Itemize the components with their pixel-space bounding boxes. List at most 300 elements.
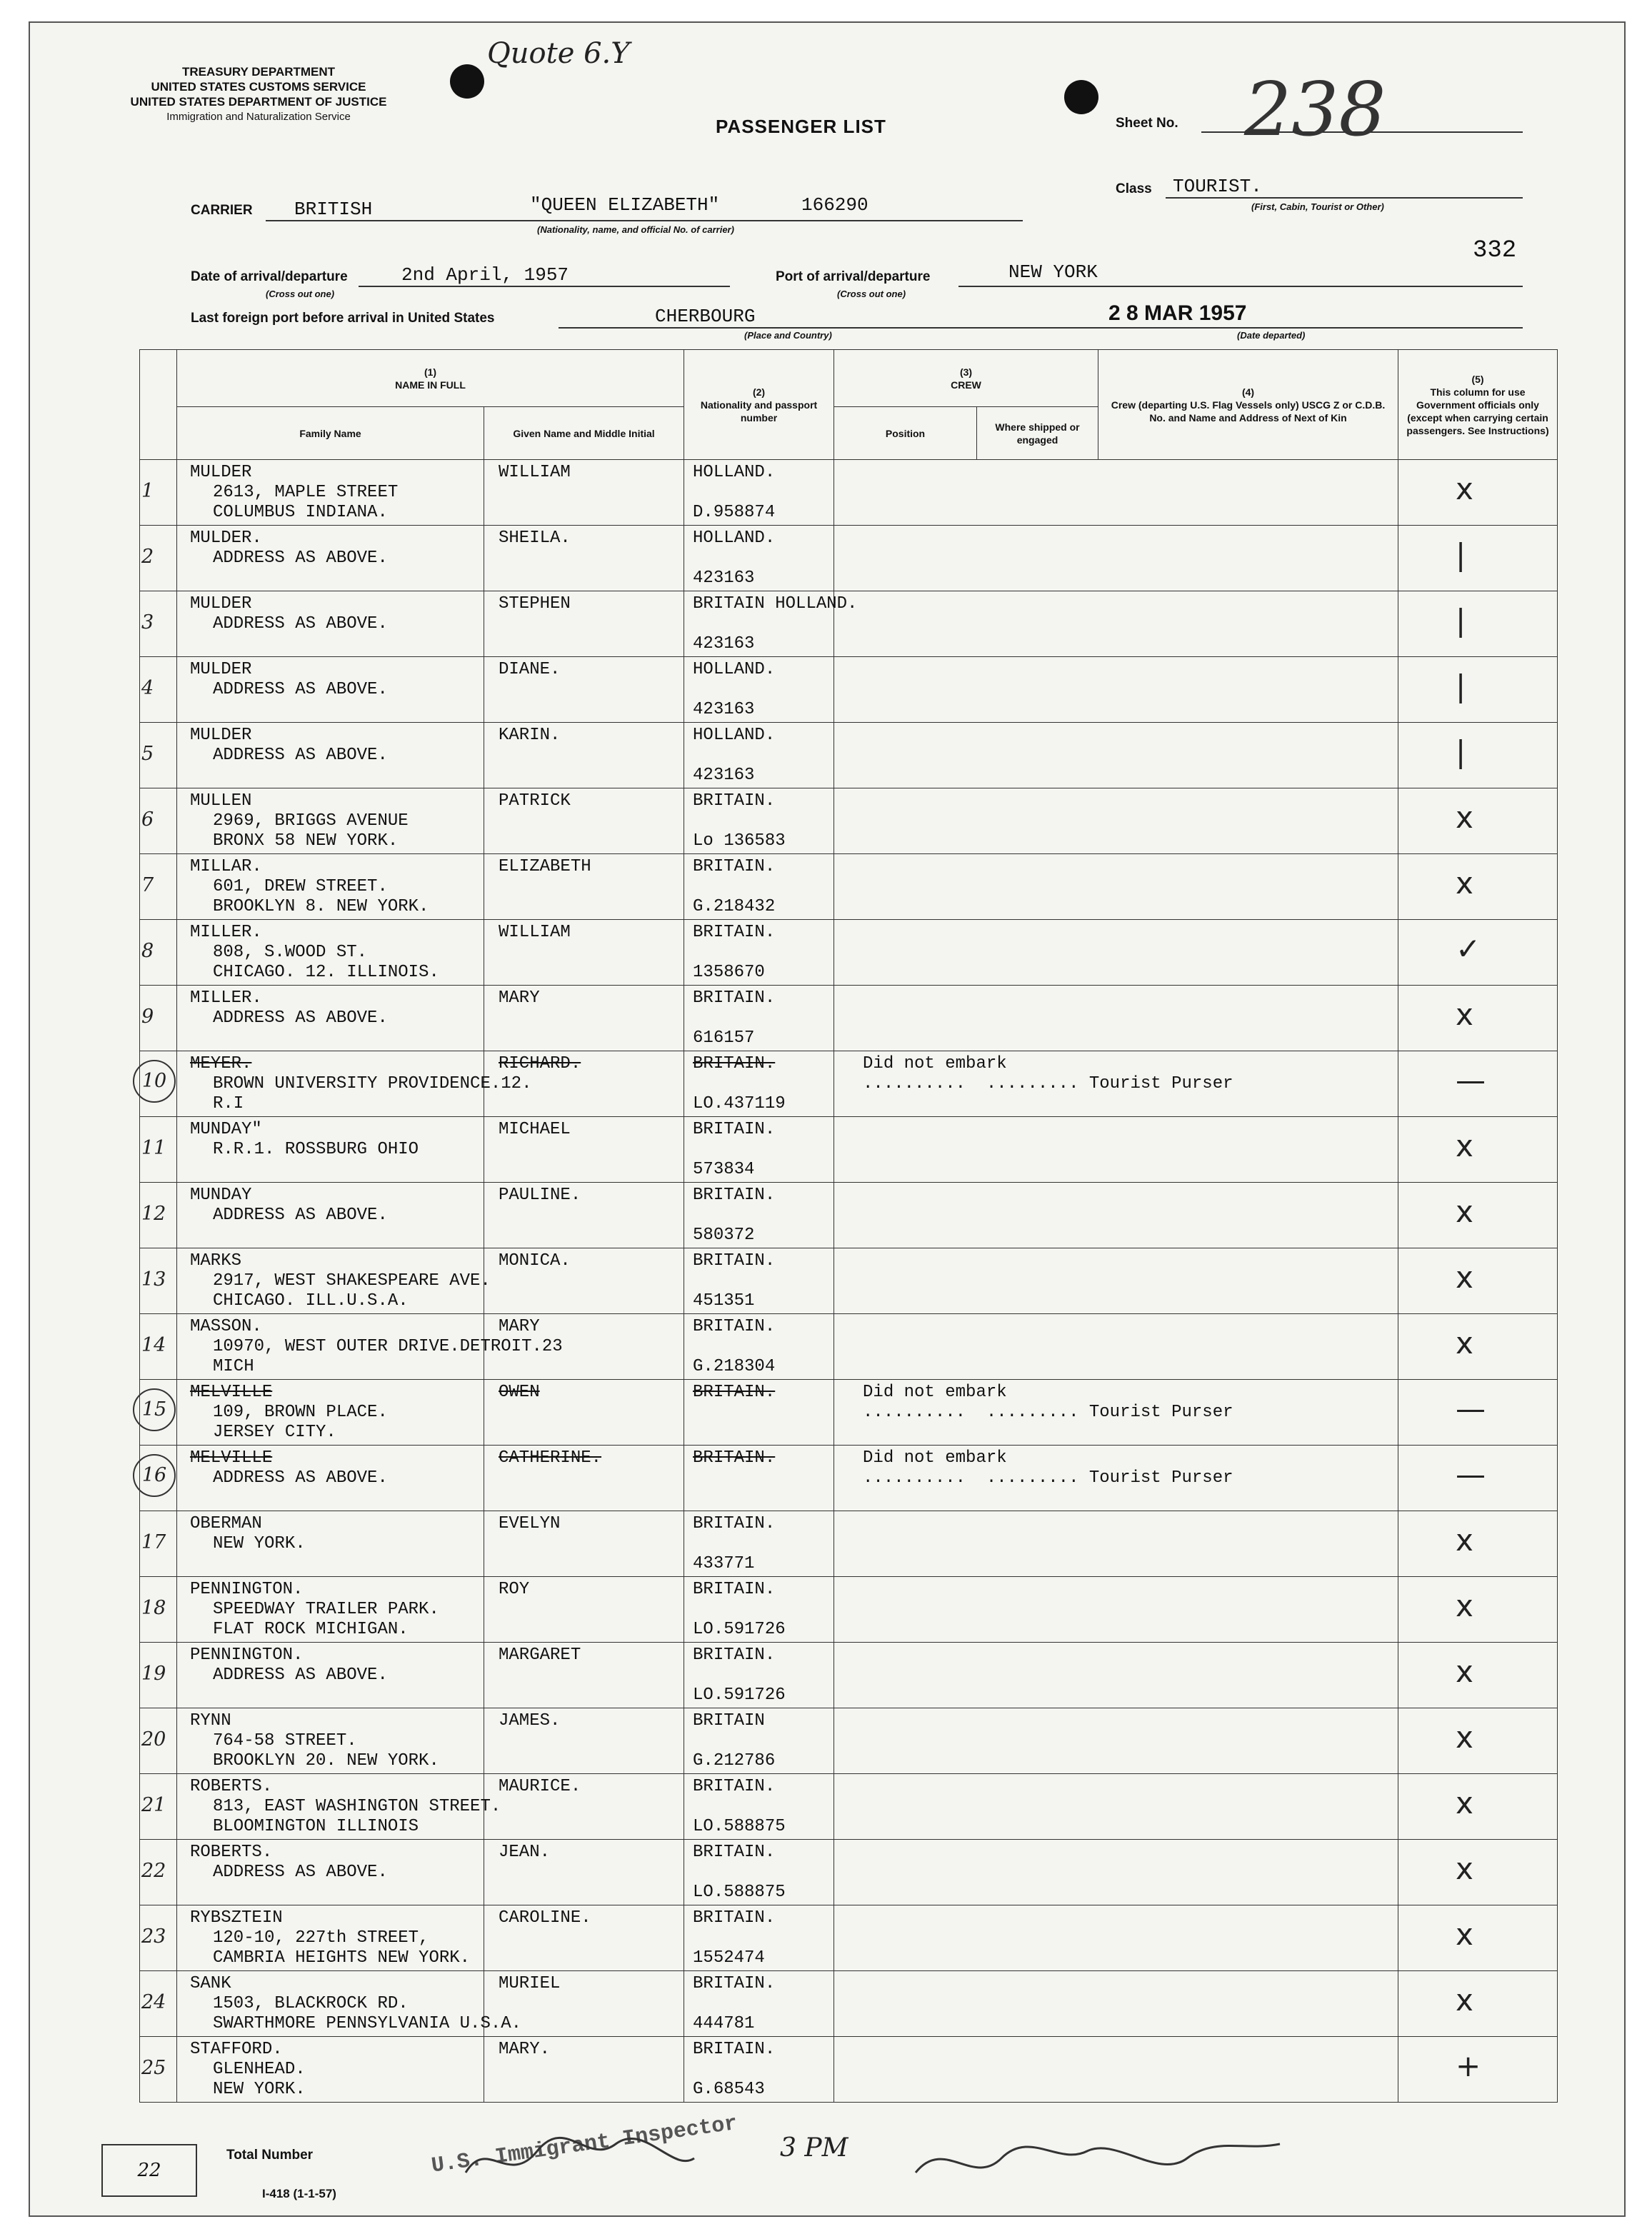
row-number: 14 (141, 1334, 166, 1356)
official-mark: ✓ (1456, 931, 1481, 966)
family-cell (177, 788, 484, 854)
row-number-cell (140, 657, 177, 723)
government-use-cell (1398, 1314, 1558, 1380)
government-use-cell (1398, 920, 1558, 986)
family-cell (177, 460, 484, 526)
crew-cell (834, 526, 1398, 591)
given-cell (484, 591, 684, 657)
row-number: 6 (141, 808, 154, 831)
family-cell (177, 657, 484, 723)
row-number: 20 (141, 1728, 166, 1750)
nationality: BRITAIN. (693, 1843, 776, 1862)
margin-number: 332 (1473, 237, 1517, 264)
date-underline (359, 286, 730, 287)
family-cell (177, 1248, 491, 1314)
family-cell (177, 920, 484, 986)
family-name: MELVILLE (190, 1383, 273, 1402)
passport-number: LO.437119 (693, 1094, 786, 1113)
family-cell (177, 1577, 484, 1643)
crew-cell (834, 1183, 1398, 1248)
given-name: MICHAEL (499, 1120, 571, 1139)
row-number: 8 (141, 940, 154, 962)
family-cell (177, 1774, 501, 1840)
nationality: BRITAIN HOLLAND. (693, 594, 858, 613)
official-mark: | (1456, 537, 1466, 572)
crew-cell (834, 1708, 1398, 1774)
last-port-underline (559, 327, 1523, 329)
table-row (140, 1117, 1558, 1183)
family-name: MULDER (190, 463, 252, 482)
nationality-cell (684, 1446, 834, 1511)
address: ADDRESS AS ABOVE. (213, 614, 388, 633)
punch-hole-left (450, 64, 484, 99)
nationality-cell (684, 1905, 834, 1971)
row-number-cell (140, 788, 177, 854)
passport-number: Lo 136583 (693, 831, 786, 851)
government-use-header: (5) This column for use Government officials only (except when carrying certain passengers. See Instructions) (1398, 350, 1558, 460)
address: NEW YORK. (213, 1534, 306, 1553)
nationality: BRITAIN. (693, 1186, 776, 1205)
row-number-cell (140, 1905, 177, 1971)
family-cell (177, 986, 484, 1051)
given-cell (484, 1117, 684, 1183)
given-name: PATRICK (499, 791, 571, 811)
nationality-cell (684, 788, 834, 854)
family-cell (177, 1380, 484, 1446)
nationality: BRITAIN. (693, 1974, 776, 1993)
table-row (140, 723, 1558, 788)
passport-number: 444781 (693, 2014, 755, 2033)
given-name: MONICA. (499, 1251, 571, 1271)
address: ADDRESS AS ABOVE. (213, 1863, 388, 1882)
passport-number: D.958874 (693, 503, 776, 522)
header-row-1 (140, 350, 1558, 407)
government-use-cell (1398, 1511, 1558, 1577)
given-name-header: Given Name and Middle Initial (484, 407, 684, 460)
nationality: BRITAIN. (693, 1054, 776, 1073)
official-mark: — (1456, 1457, 1486, 1492)
family-cell (177, 1708, 484, 1774)
row-number: 25 (141, 2057, 166, 2079)
family-name: ROBERTS. (190, 1843, 273, 1862)
passport-number: G.218304 (693, 1357, 776, 1376)
last-port-label: Last foreign port before arrival in United States (191, 311, 495, 326)
nationality: BRITAIN. (693, 1646, 776, 1665)
government-use-cell (1398, 1248, 1558, 1314)
crew-note: Did not embark .......... ......... Tourist Purser (863, 1448, 1233, 1488)
row-number-cell (140, 2037, 177, 2103)
government-use-cell (1398, 854, 1558, 920)
address: 1503, BLACKROCK RD. SWARTHMORE PENNSYLVANIA U.S.A. (213, 1994, 522, 2033)
given-name: OWEN (499, 1383, 540, 1402)
ship-name: "QUEEN ELIZABETH" (530, 194, 720, 216)
family-name: RYNN (190, 1711, 231, 1730)
row-number: 10 (133, 1060, 176, 1103)
official-mark: | (1456, 603, 1466, 638)
nationality: BRITAIN. (693, 1317, 776, 1336)
given-cell (484, 920, 684, 986)
official-mark: x (1456, 1654, 1473, 1689)
passport-number: 433771 (693, 1554, 755, 1573)
nationality-header: (2) Nationality and passport number (684, 350, 834, 460)
nationality: BRITAIN. (693, 1580, 776, 1599)
row-number-cell (140, 1577, 177, 1643)
given-cell (484, 1248, 684, 1314)
passport-number: 580372 (693, 1226, 755, 1245)
address: R.R.1. ROSSBURG OHIO (213, 1140, 419, 1159)
government-use-cell (1398, 591, 1558, 657)
given-name: MURIEL (499, 1974, 561, 1993)
table-row (140, 1511, 1558, 1577)
family-name: MUNDAY (190, 1186, 252, 1205)
crew-cell (834, 1840, 1398, 1905)
crew-cell (834, 1643, 1398, 1708)
table-row (140, 657, 1558, 723)
government-use-cell (1398, 1774, 1558, 1840)
date-departed-caption: (Date departed) (1237, 330, 1306, 341)
given-cell (484, 986, 684, 1051)
row-number: 1 (141, 480, 154, 502)
family-name-header: Family Name (177, 407, 484, 460)
family-name: MULDER (190, 660, 252, 679)
given-cell (484, 2037, 684, 2103)
last-port-value: CHERBOURG (655, 306, 756, 327)
crew-note: Did not embark .......... ......... Tourist Purser (863, 1383, 1233, 1422)
given-name: RICHARD. (499, 1054, 581, 1073)
nationality: BRITAIN. (693, 1251, 776, 1271)
nationality-cell (684, 1314, 834, 1380)
row-number-header (140, 350, 177, 460)
crew-cell (834, 1117, 1398, 1183)
row-number-cell (140, 1708, 177, 1774)
table-row (140, 986, 1558, 1051)
family-cell (177, 1840, 484, 1905)
given-cell (484, 723, 684, 788)
carrier-value: BRITISH (294, 199, 373, 220)
crew-cell (834, 1511, 1398, 1577)
family-name: PENNINGTON. (190, 1646, 304, 1665)
nationality: BRITAIN. (693, 1120, 776, 1139)
family-cell (177, 723, 484, 788)
nationality-cell (684, 986, 834, 1051)
family-name: SANK (190, 1974, 231, 1993)
row-number-cell (140, 1051, 177, 1117)
nationality-cell (684, 1577, 834, 1643)
row-number-cell (140, 1248, 177, 1314)
passport-number: G.218432 (693, 897, 776, 916)
row-number: 2 (141, 546, 154, 568)
nationality-cell (684, 723, 834, 788)
nationality-cell (684, 1117, 834, 1183)
government-use-cell (1398, 2037, 1558, 2103)
given-cell (484, 1183, 684, 1248)
nationality: HOLLAND. (693, 660, 776, 679)
nationality: BRITAIN. (693, 1383, 776, 1402)
nationality-cell (684, 1708, 834, 1774)
crew-cell (834, 723, 1398, 788)
government-use-cell (1398, 460, 1558, 526)
given-cell (484, 526, 684, 591)
nationality-cell (684, 1511, 834, 1577)
given-cell (484, 1511, 684, 1577)
given-cell (484, 1774, 684, 1840)
official-number: 166290 (801, 194, 868, 216)
family-name: MULDER. (190, 529, 262, 548)
crew-cell (834, 1577, 1398, 1643)
passport-number: 1358670 (693, 963, 765, 982)
nationality-cell (684, 1183, 834, 1248)
sheet-label: Sheet No. (1116, 116, 1178, 131)
table-row (140, 1446, 1558, 1511)
class-caption: (First, Cabin, Tourist or Other) (1251, 201, 1384, 212)
official-mark: x (1456, 1785, 1473, 1820)
given-cell (484, 1971, 684, 2037)
given-name: CAROLINE. (499, 1908, 591, 1928)
table-row (140, 460, 1558, 526)
passport-number: 616157 (693, 1028, 755, 1048)
address: 10970, WEST OUTER DRIVE.DETROIT.23 MICH (213, 1337, 563, 1376)
table-row (140, 2037, 1558, 2103)
official-mark: x (1456, 1194, 1473, 1229)
given-name: WILLIAM (499, 463, 571, 482)
port-value: NEW YORK (1008, 261, 1098, 283)
given-name: MARY (499, 1317, 540, 1336)
crew-cell (834, 854, 1398, 920)
crew-cell (834, 788, 1398, 854)
official-mark: x (1456, 997, 1473, 1032)
family-cell (177, 526, 484, 591)
family-cell (177, 1446, 484, 1511)
government-use-cell (1398, 986, 1558, 1051)
total-count-box: 22 (101, 2144, 197, 2197)
nationality-cell (684, 920, 834, 986)
nationality-cell (684, 1643, 834, 1708)
address: ADDRESS AS ABOVE. (213, 549, 388, 568)
nationality-cell (684, 460, 834, 526)
where-shipped-header: Where shipped or engaged (977, 407, 1098, 460)
table-row (140, 788, 1558, 854)
row-number: 16 (133, 1454, 176, 1497)
official-mark: x (1456, 1851, 1473, 1886)
table-row (140, 1971, 1558, 2037)
government-use-cell (1398, 526, 1558, 591)
address: ADDRESS AS ABOVE. (213, 1206, 388, 1225)
table-row (140, 1380, 1558, 1446)
row-number-cell (140, 1380, 177, 1446)
family-name: MILLER. (190, 923, 262, 942)
address: GLENHEAD. NEW YORK. (213, 2060, 306, 2099)
punch-hole-right (1064, 80, 1098, 114)
official-mark: + (1456, 2048, 1481, 2083)
nationality: BRITAIN (693, 1711, 765, 1730)
passport-number: 423163 (693, 766, 755, 785)
nationality: BRITAIN. (693, 1514, 776, 1533)
table-row (140, 1708, 1558, 1774)
government-use-cell (1398, 1446, 1558, 1511)
official-mark: x (1456, 1260, 1473, 1295)
nationality: BRITAIN. (693, 857, 776, 876)
department-heading: TREASURY DEPARTMENT UNITED STATES CUSTOMS SERVICE UNITED STATES DEPARTMENT OF JUSTICE Immigration and Naturalization Service (130, 65, 387, 123)
carrier-underline (266, 220, 1023, 221)
address: 808, S.WOOD ST. CHICAGO. 12. ILLINOIS. (213, 943, 439, 982)
government-use-cell (1398, 723, 1558, 788)
row-number: 3 (141, 611, 154, 633)
passport-number: G.212786 (693, 1751, 776, 1770)
nationality-cell (684, 526, 834, 591)
official-mark: — (1456, 1063, 1486, 1098)
family-cell (177, 1511, 484, 1577)
table-row (140, 1577, 1558, 1643)
row-number-cell (140, 1511, 177, 1577)
official-mark: x (1456, 866, 1473, 901)
crew-note: Did not embark .......... ......... Tourist Purser (863, 1054, 1233, 1093)
row-number: 4 (141, 677, 154, 699)
row-number: 18 (141, 1597, 166, 1619)
row-number: 19 (141, 1663, 166, 1685)
nationality-cell (684, 1971, 834, 2037)
passenger-rows (140, 460, 1558, 2103)
nationality-cell (684, 1248, 834, 1314)
address: 2969, BRIGGS AVENUE BRONX 58 NEW YORK. (213, 811, 409, 851)
class-underline (1166, 197, 1523, 199)
given-cell (484, 788, 684, 854)
table-row (140, 1183, 1558, 1248)
given-name: ELIZABETH (499, 857, 591, 876)
table-row (140, 920, 1558, 986)
passenger-list-sheet (29, 21, 1626, 2217)
given-cell (484, 1905, 684, 1971)
address: ADDRESS AS ABOVE. (213, 1468, 388, 1488)
given-name: CATHERINE. (499, 1448, 602, 1468)
row-number: 12 (141, 1203, 166, 1225)
family-name: PENNINGTON. (190, 1580, 304, 1599)
table-row (140, 1905, 1558, 1971)
given-name: MARY. (499, 2040, 551, 2059)
given-cell (484, 1840, 684, 1905)
government-use-cell (1398, 1905, 1558, 1971)
address: ADDRESS AS ABOVE. (213, 746, 388, 765)
row-number-cell (140, 1840, 177, 1905)
position-header: Position (834, 407, 977, 460)
crew-header: (3) CREW (834, 350, 1098, 407)
row-number: 21 (141, 1794, 166, 1816)
class-label: Class (1116, 181, 1152, 196)
address: SPEEDWAY TRAILER PARK. FLAT ROCK MICHIGAN. (213, 1600, 439, 1639)
passport-number: 573834 (693, 1160, 755, 1179)
row-number-cell (140, 920, 177, 986)
row-number-cell (140, 526, 177, 591)
port-label: Port of arrival/departure (776, 269, 931, 284)
next-of-kin-header: (4) Crew (departing U.S. Flag Vessels only) USCG Z or C.D.B. No. and Name and Address of Next of Kin (1098, 350, 1398, 460)
form-number: I-418 (1-1-57) (262, 2187, 336, 2200)
family-name: ROBERTS. (190, 1777, 273, 1796)
nationality: BRITAIN. (693, 2040, 776, 2059)
family-cell (177, 2037, 484, 2103)
official-mark: x (1456, 1326, 1473, 1361)
passport-number: 423163 (693, 634, 755, 653)
family-cell (177, 1971, 522, 2037)
class-value: TOURIST. (1173, 176, 1262, 197)
nationality: BRITAIN. (693, 1908, 776, 1928)
nationality: BRITAIN. (693, 988, 776, 1008)
crew-cell (834, 1774, 1398, 1840)
family-name: MELVILLE (190, 1448, 273, 1468)
crew-cell (834, 920, 1398, 986)
government-use-cell (1398, 1183, 1558, 1248)
passport-number: 451351 (693, 1291, 755, 1311)
row-number-cell (140, 591, 177, 657)
row-number-cell (140, 1183, 177, 1248)
crew-cell (834, 460, 1398, 526)
crew-cell (834, 1380, 1398, 1446)
government-use-cell (1398, 1840, 1558, 1905)
government-use-cell (1398, 1380, 1558, 1446)
given-name: WILLIAM (499, 923, 571, 942)
given-name: DIANE. (499, 660, 561, 679)
family-name: MUNDAY" (190, 1120, 262, 1139)
nationality: BRITAIN. (693, 791, 776, 811)
given-cell (484, 1643, 684, 1708)
nationality-cell (684, 854, 834, 920)
carrier-caption: (Nationality, name, and official No. of carrier) (537, 224, 734, 235)
address: ADDRESS AS ABOVE. (213, 1666, 388, 1685)
family-cell (177, 854, 484, 920)
nationality: BRITAIN. (693, 923, 776, 942)
port-underline (958, 286, 1523, 287)
given-name: EVELYN (499, 1514, 561, 1533)
official-mark: | (1456, 668, 1466, 703)
family-name: MULDER (190, 726, 252, 745)
passenger-table (139, 349, 1558, 2103)
table-row (140, 1643, 1558, 1708)
official-mark: x (1456, 1720, 1473, 1755)
given-cell (484, 1708, 684, 1774)
given-name: MARGARET (499, 1646, 581, 1665)
row-number: 24 (141, 1991, 166, 2013)
table-row (140, 591, 1558, 657)
family-name: RYBSZTEIN (190, 1908, 283, 1928)
inspector-stamp: U.S. Immigrant Inspector (430, 2111, 739, 2179)
family-name: STAFFORD. (190, 2040, 283, 2059)
table-row (140, 1314, 1558, 1380)
crew-cell (834, 2037, 1398, 2103)
official-mark: — (1456, 1391, 1486, 1426)
crew-cell (834, 986, 1398, 1051)
row-number: 17 (141, 1531, 166, 1553)
row-number: 9 (141, 1006, 154, 1028)
crew-cell (834, 1905, 1398, 1971)
given-name: MARY (499, 988, 540, 1008)
table-row (140, 1840, 1558, 1905)
row-number: 13 (141, 1268, 166, 1291)
total-label: Total Number (226, 2148, 314, 2163)
passport-number: 423163 (693, 700, 755, 719)
passport-number: LO.591726 (693, 1620, 786, 1639)
given-name: MAURICE. (499, 1777, 581, 1796)
page-title: PASSENGER LIST (716, 116, 886, 137)
table-row (140, 1051, 1558, 1117)
row-number-cell (140, 986, 177, 1051)
nationality: HOLLAND. (693, 463, 776, 482)
address: 601, DREW STREET. BROOKLYN 8. NEW YORK. (213, 877, 429, 916)
government-use-cell (1398, 1117, 1558, 1183)
nationality: BRITAIN. (693, 1777, 776, 1796)
family-cell (177, 1643, 484, 1708)
handwritten-note: Quote 6.Y (487, 37, 630, 70)
family-name: MULDER (190, 594, 252, 613)
nationality-cell (684, 2037, 834, 2103)
given-name: PAULINE. (499, 1186, 581, 1205)
